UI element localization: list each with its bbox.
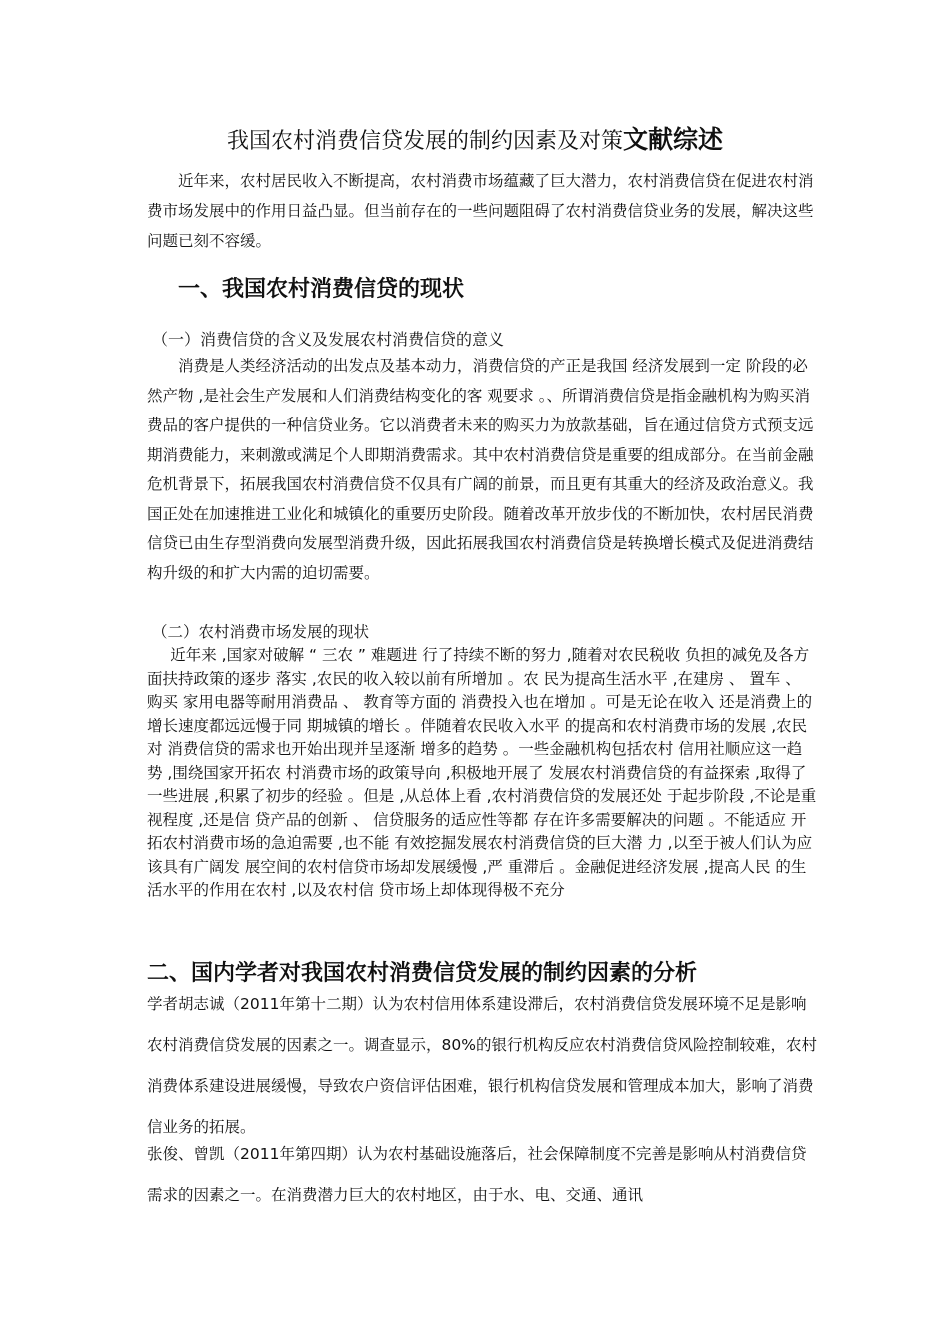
section1-paragraph-1: 消费是人类经济活动的出发点及基本动力，消费信贷的产正是我国 经济发展到一定 阶段的必然产物 ,是社会生产发展和人们消费结构变化的客 观要求 。、所谓消费信贷是指金融机构为购买消费品的客户提供的一种信贷业务。它以消费者未来的购买力为放款基础，旨在通过信贷方式预支远期消费能力，来刺激或满足个人即期消费需求。其中农村消费信贷是重要的组成部分。在当前金融危机背景下，拓展我国农村消费信贷不仅具有广阔的前景，而且更有其重大的经济及政治意义。我国正处在加速推进工业化和城镇化的重要历史阶段。随着改革开放步伐的不断加快，农村居民消费信贷已由生存型消费向发展型消费升级，因此拓展我国农村消费信贷是转换增长模式及促进消费结构升级的和扩大内需的迫切需要。 (147, 357, 814, 582)
section2-paragraph-1: 学者胡志诚（2011年第十二期）认为农村信用体系建设滞后，农村消费信贷发展环境不足是影响农村消费信贷发展的因素之一。调查显示，80%的银行机构反应农村消费信贷风险控制较难，农村消费体系建设进展缓慢，导致农户资信评估困难，银行机构信贷发展和管理成本加大，影响了消费信业务的拓展。 (147, 995, 817, 1136)
section1-paragraph-2: 近年来 ,国家对破解 “ 三农 ” 难题进 行了持续不断的努力 ,随着对农民税收 负担的减免及各方面扶持政策的逐步 落实 ,农民的收入较以前有所增加 。农 民为提高生活水平 ,在建房 、 置车 、 购买 家用电器等耐用消费品 、 教育等方面的 消费投入也在增加 。可是无论在收入 还是消费上的增长速度都远远慢于同 期城镇的增长 。伴随着农民收入水平 的提高和农村消费市场的发展 ,农民对 消费信贷的需求也开始出现并呈逐渐 增多的趋势 。一些金融机构包括农村 信用社顺应这一趋势 ,围绕国家开拓农 村消费市场的政策导向 ,积极地开展了 发展农村消费信贷的有益探索 ,取得了 一些进展 ,积累了初步的经验 。但是 ,从总体上看 ,农村消费信贷的发展还处 于起步阶段 ,不论是重视程度 ,还是信 贷产品的创新 、 信贷服务的适应性等都 存在许多需要解决的问题 。不能适应 开拓农村消费市场的急迫需要 ,也不能 有效挖掘发展农村消费信贷的巨大潜 力 ,以至于被人们认为应该具有广阔发 展空间的农村信贷市场却发展缓慢 ,严 重滞后 。金融促进经济发展 ,提高人民 的生活水平的作用在农村 ,以及农村信 贷市场上却体现得极不充分 (147, 646, 817, 899)
document-title (0, 124, 950, 158)
title-suffix: 文献综述 (623, 125, 724, 154)
intro-paragraph: 近年来，农村居民收入不断提高，农村消费市场蕴藏了巨大潜力，农村消费信贷在促进农村消费市场发展中的作用日益凸显。但当前存在的一些问题阻碍了农村消费信贷业务的发展，解决这些问题已刻不容缓。 (147, 172, 814, 250)
title-main: 我国农村消费信贷发展的制约因素及对策 (226, 129, 623, 154)
section2-heading: 二、国内学者对我国农村消费信贷发展的制约因素的分析 (147, 961, 698, 986)
section1-heading: 一、我国农村消费信贷的现状 (178, 277, 465, 302)
section1-subheading-2: （二）农村消费市场发展的现状 (152, 623, 370, 641)
section2-paragraph-2: 张俊、曾凯（2011年第四期）认为农村基础设施落后，社会保障制度不完善是影响从村消费信贷需求的因素之一。在消费潜力巨大的农村地区，由于水、电、交通、通讯 (147, 1145, 807, 1204)
section1-subheading-1: （一）消费信贷的含义及发展农村消费信贷的意义 (152, 330, 505, 349)
